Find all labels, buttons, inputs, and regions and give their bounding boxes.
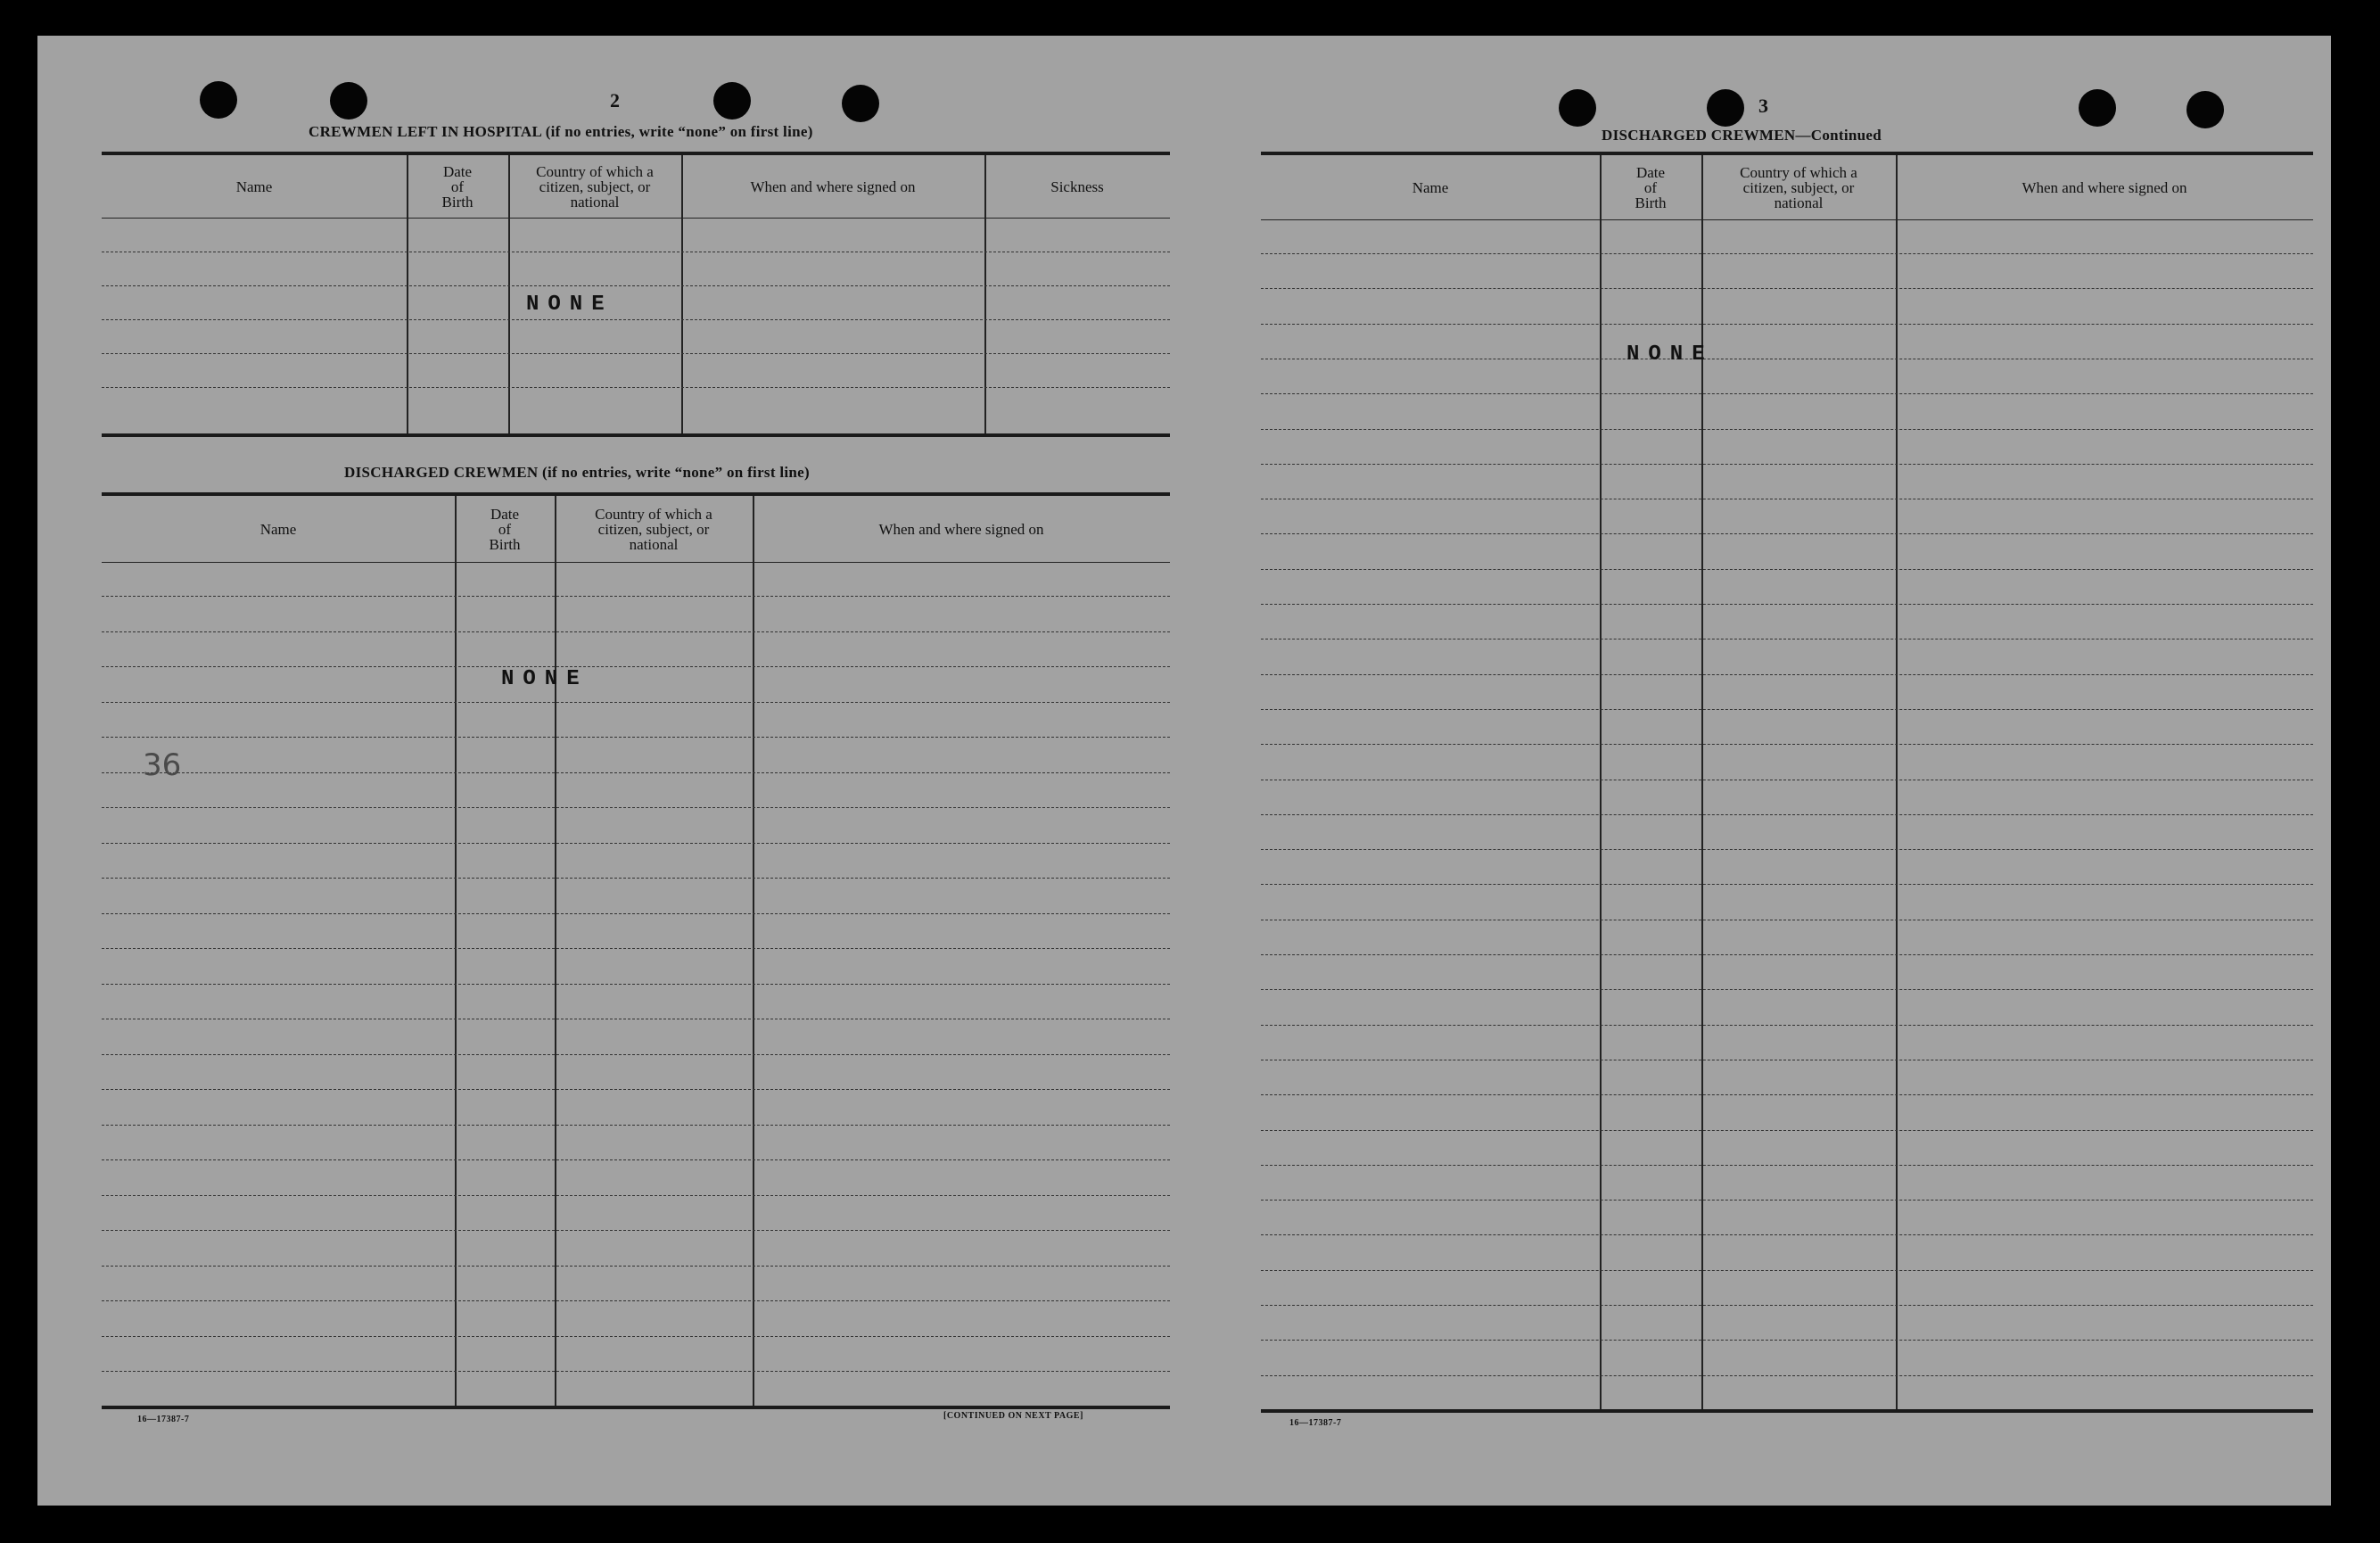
discharged-entry: NONE [501, 667, 589, 691]
table-row [102, 948, 1170, 949]
table-row [1261, 569, 2313, 570]
punch-hole [330, 82, 367, 120]
table-row [102, 843, 1170, 844]
table-row [1261, 393, 2313, 394]
punch-hole [2079, 89, 2116, 127]
col-head-country: Country of which a citizen, subject, or national [536, 162, 654, 210]
hospital-entry: NONE [526, 293, 614, 317]
col-head-sickness: Sickness [1050, 177, 1104, 195]
table-row [1261, 884, 2313, 885]
table-row [102, 807, 1170, 808]
table-row [1261, 814, 2313, 815]
table-row [102, 1089, 1170, 1090]
table-row [102, 353, 1170, 354]
table-row [1261, 1234, 2313, 1235]
col-head-country: Country of which a citizen, subject, or national [595, 505, 712, 553]
column-divider [1600, 155, 1602, 1409]
col-head-date-of-birth: Date of Birth [1635, 163, 1667, 211]
table-row [102, 1336, 1170, 1337]
col-head-name: Name [1412, 178, 1449, 196]
table-row [102, 285, 1170, 286]
table-row [1261, 1165, 2313, 1166]
table-row [102, 702, 1170, 703]
table-row [1261, 464, 2313, 465]
table-row [102, 913, 1170, 914]
punch-hole [200, 81, 237, 119]
table-row [1261, 533, 2313, 534]
table-row [1261, 429, 2313, 430]
table-row [102, 878, 1170, 879]
table-row [102, 737, 1170, 738]
col-head-name: Name [235, 177, 273, 195]
table-row [102, 772, 1170, 773]
table-row [102, 319, 1170, 320]
table-row [102, 631, 1170, 632]
column-divider [455, 496, 457, 1406]
table-row [1261, 1305, 2313, 1306]
table-row [1261, 849, 2313, 850]
punch-hole [713, 82, 751, 120]
punch-hole [1707, 89, 1744, 127]
table-row [1261, 604, 2313, 605]
column-divider [555, 496, 556, 1406]
column-divider [681, 155, 683, 433]
col-head-signed-on: When and where signed on [750, 177, 916, 195]
page-number-left: 2 [610, 89, 620, 111]
table-row [102, 1159, 1170, 1160]
discharged-table [102, 492, 1170, 1409]
col-head-date-of-birth: Date of Birth [489, 505, 521, 553]
column-divider [407, 155, 408, 433]
table-row [1261, 1200, 2313, 1201]
table-row [102, 1230, 1170, 1231]
table-row [1261, 744, 2313, 745]
table-row [1261, 989, 2313, 990]
table-row [102, 1195, 1170, 1196]
hospital-section-title: CREWMEN LEFT IN HOSPITAL (if no entries, write “none” on first line) [309, 123, 813, 140]
table-row [102, 984, 1170, 985]
column-divider [508, 155, 510, 433]
continued-note: [CONTINUED ON NEXT PAGE] [943, 1411, 1083, 1421]
table-row [102, 1371, 1170, 1372]
discharged-continued-entry: NONE [1626, 342, 1714, 367]
table-row [1261, 1340, 2313, 1341]
table-row [102, 1266, 1170, 1267]
form-number-left: 16—17387-7 [137, 1415, 190, 1424]
table-row [1261, 1375, 2313, 1376]
punch-hole [842, 85, 879, 122]
table-row [1261, 674, 2313, 675]
margin-note: 36 [143, 747, 182, 783]
table-row [102, 387, 1170, 388]
table-row [1261, 709, 2313, 710]
page-number-right: 3 [1758, 95, 1768, 117]
discharged-section-title: DISCHARGED CREWMEN (if no entries, write “none” on first line) [344, 464, 810, 481]
column-divider [753, 496, 754, 1406]
table-row [1261, 954, 2313, 955]
table-row [102, 1300, 1170, 1301]
table-row [102, 666, 1170, 667]
form-number-right: 16—17387-7 [1289, 1418, 1342, 1428]
col-head-date-of-birth: Date of Birth [441, 162, 474, 210]
punch-hole [2186, 91, 2224, 128]
table-row [1261, 1270, 2313, 1271]
table-row [1261, 288, 2313, 289]
punch-hole [1559, 89, 1596, 127]
table-row [1261, 324, 2313, 325]
hospital-table [102, 152, 1170, 437]
table-row [102, 596, 1170, 597]
table-row [1261, 1130, 2313, 1131]
discharged-continued-table [1261, 152, 2313, 1413]
col-head-signed-on: When and where signed on [2022, 178, 2187, 196]
col-head-country: Country of which a citizen, subject, or national [1740, 163, 1857, 211]
column-divider [984, 155, 986, 433]
table-row [1261, 1025, 2313, 1026]
col-head-signed-on: When and where signed on [878, 520, 1044, 538]
col-head-name: Name [259, 520, 297, 538]
table-row [1261, 253, 2313, 254]
table-row [102, 1125, 1170, 1126]
column-divider [1896, 155, 1898, 1409]
table-row [102, 1054, 1170, 1055]
table-row [1261, 1094, 2313, 1095]
discharged-continued-title: DISCHARGED CREWMEN—Continued [1602, 127, 1882, 144]
document-sheet [37, 36, 2331, 1506]
